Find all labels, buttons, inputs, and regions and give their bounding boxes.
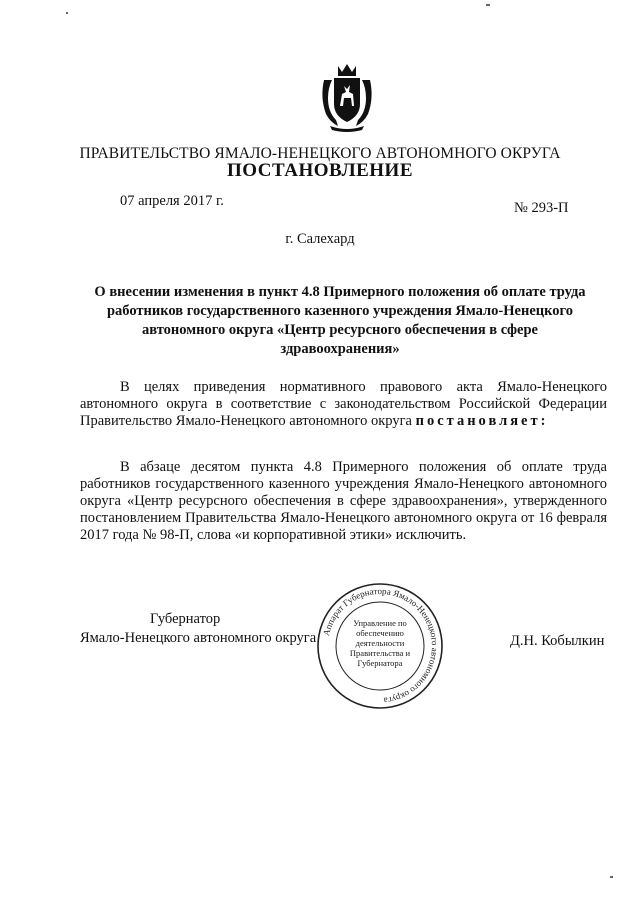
signatory-position-line2: Ямало-Ненецкого автономного округа <box>80 630 317 646</box>
document-number: № 293-П <box>514 200 569 216</box>
document-type: ПОСТАНОВЛЕНИЕ <box>226 160 414 181</box>
paragraph-resolution <box>80 459 607 544</box>
paragraph-preamble-text: В целях приведения нормативного правового акта Ямало-Ненецкого автономного округа в соответствие с законодательством Российской Федерации Правительство Ямало-Ненецкого автономного округа <box>80 379 607 429</box>
coat-of-arms-icon <box>318 62 376 132</box>
paragraph-resolution-text: В абзаце десятом пункта 4.8 Примерного положения об оплате труда работников государственного казенного учреждения Ямало-Ненецкого автономного округа «Центр ресурсного обеспечения в сфере здравоохранения», утвержденного постановлением Правительства Ямало-Ненецкого автономного округа от 16 февраля 2017 года № 98-П, слова «и корпоративной этики» исключить. <box>80 459 607 543</box>
document-title: О внесении изменения в пункт 4.8 Примерного положения об оплате труда работников государственного казенного учреждения Ямало-Ненецкого автономного округа «Центр ресурсного обеспечения в сфере здравоохранения» <box>94 284 586 357</box>
stamp-center-text: Управление по обеспечению деятельности Правительства и Губернатора <box>349 618 411 668</box>
signatory-name: Д.Н. Кобылкин <box>510 633 605 649</box>
scan-speck <box>66 12 68 14</box>
scan-speck <box>610 876 613 878</box>
signatory-position-line1: Губернатор <box>150 611 221 627</box>
stamp-ring-text: Аппарат Губернатора Ямало-Ненецкого автономного округа <box>321 585 441 706</box>
organization-title: ПРАВИТЕЛЬСТВО ЯМАЛО-НЕНЕЦКОГО АВТОНОМНОГО ОКРУГА <box>79 145 561 162</box>
resolution-keyword: постановляет: <box>415 413 549 429</box>
scan-speck <box>486 4 490 6</box>
paragraph-preamble <box>80 379 607 430</box>
document-city: г. Салехард <box>285 231 355 247</box>
document-date: 07 апреля 2017 г. <box>120 193 224 209</box>
